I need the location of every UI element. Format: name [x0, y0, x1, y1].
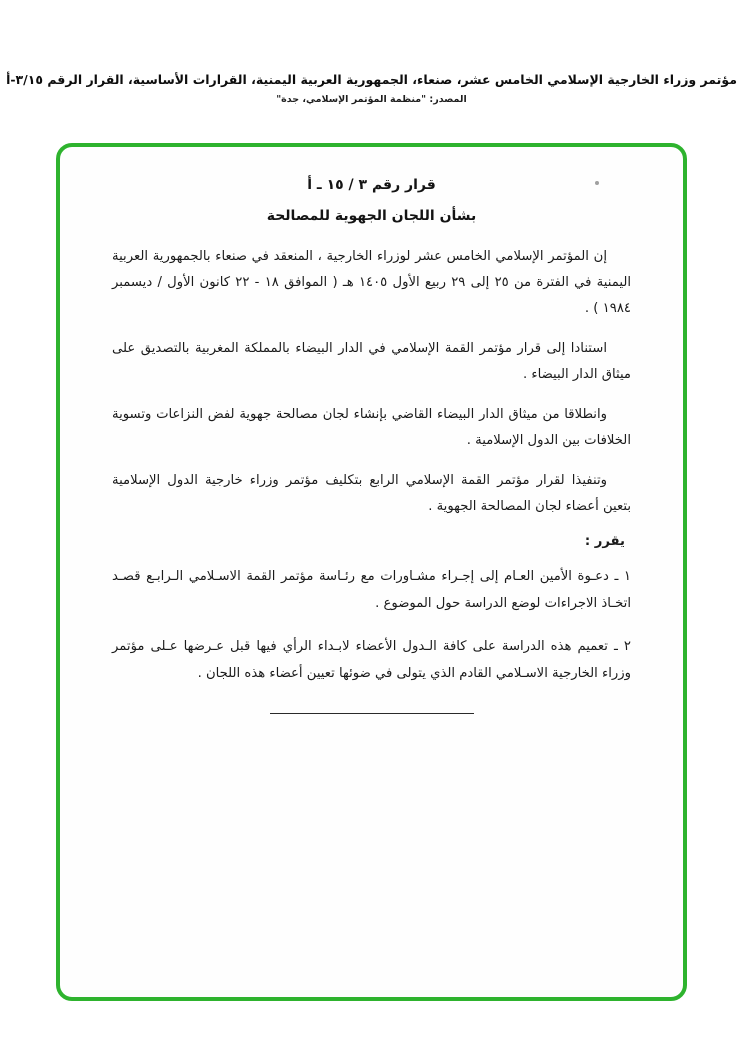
end-divider [270, 713, 474, 714]
preamble-paragraphs [112, 244, 631, 520]
scanned-document-content [112, 177, 631, 714]
decides-label: يقرر : [584, 534, 625, 549]
resolution-subject-title: بشأن اللجان الجهوية للمصالحة [266, 208, 477, 224]
header-citation: مؤتمر وزراء الخارجية الإسلامي الخامس عشر، صنعاء، الجمهورية العربية اليمنية، القرارات الأساسية، القرار الرقم ٣/١٥-أ [6, 72, 737, 87]
resolution-number-title: قرار رقم ٣ / ١٥ ـ أ [307, 177, 436, 193]
document-header [6, 72, 737, 105]
list-item: ١ ـ دعـوة الأمين العـام إلى إجـراء مشـاورات مع رئـاسة مؤتمر القمة الاسـلامي الـرابـع قصـد اتخـاذ الاجراءات لوضع الدراسة حول الموضوع . [112, 569, 631, 611]
list-item: ٢ ـ تعميم هذه الدراسة على كافة الـدول الأعضاء لابـداء الرأي فيها قبل عـرضها عـلى مؤتمر وزراء الخارجية الاسـلامي القادم الذي يتولى في ضوئها تعيين أعضاء هذه اللجان . [112, 639, 631, 681]
paragraph-session: إن المؤتمر الإسلامي الخامس عشر لوزراء الخارجية ، المنعقد في صنعاء بالجمهورية العربية اليمنية في الفترة من ٢٥ إلى ٢٩ ربيع الأول ١٤٠٥ هـ ( الموافق ١٨ - ٢٢ كانون الأول / ديسمبر ١٩٨٤ ) . [112, 249, 631, 316]
scanned-document-frame [56, 143, 687, 1001]
paragraph-charter: وانطلاقا من ميثاق الدار البيضاء القاضي بإنشاء لجان مصالحة جهوية لفض النزاعات وتسوية الخلافات بين الدول الإسلامية . [112, 407, 631, 448]
paragraph-basis: استنادا إلى قرار مؤتمر القمة الإسلامي في الدار البيضاء بالمملكة المغربية بالتصديق على ميثاق الدار البيضاء . [112, 341, 631, 382]
paragraph-implementation: وتنفيذا لقرار مؤتمر القمة الإسلامي الرابع بتكليف مؤتمر وزراء خارجية الدول الإسلامية بتعين أعضاء لجان المصالحة الجهوية . [112, 473, 631, 514]
source-line: المصدر: "منظمة المؤتمر الإسلامي، جدة" [276, 94, 467, 105]
resolution-items [112, 563, 631, 687]
